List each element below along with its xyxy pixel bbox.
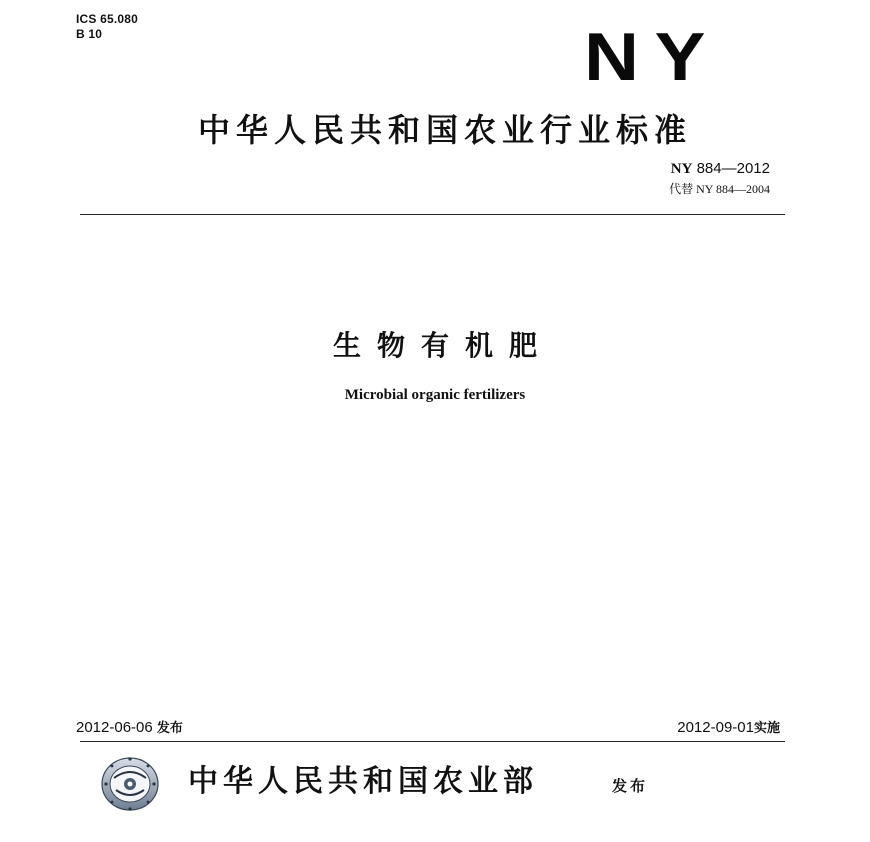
header-divider [80,214,785,215]
ics-code: ICS 65.080 [76,12,139,26]
issuing-ministry: 中华人民共和国农业部 [188,764,538,799]
title-english: Microbial organic fertilizers [344,387,526,403]
implementation-date-value: 2012-09-01 [677,719,754,736]
title-chinese: 生物有机肥 [332,329,553,362]
standard-number-prefix: NY [670,161,693,177]
implementation-date [677,718,780,739]
issue-date [76,718,183,739]
standard-number-value: 884—2012 [696,160,770,177]
implementation-date-label: 实施 [753,721,780,736]
standard-type-heading: 中华人民共和国农业行业标准 [197,111,692,149]
ccs-code: B 10 [76,27,103,41]
replaces-standard: 代替 NY 884—2004 [669,182,770,196]
publish-label: 发布 [612,777,649,795]
footer-divider [80,741,785,742]
national-emblem-icon [100,756,160,812]
issue-date-value: 2012-06-06 [76,719,153,736]
standard-number [671,160,770,178]
issue-date-label: 发布 [156,721,183,736]
ny-logo: NY [584,19,722,95]
